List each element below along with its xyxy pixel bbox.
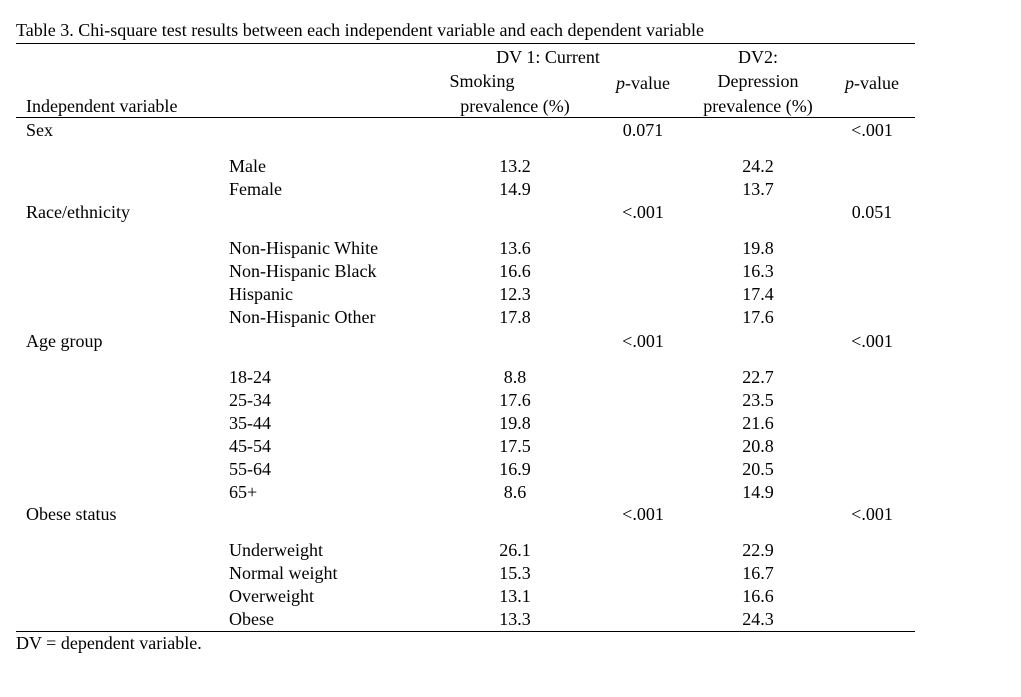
header-dv2-line1: DV2: bbox=[738, 47, 778, 67]
row-category-name: 18-24 bbox=[229, 367, 271, 387]
row-dv1-value: 19.8 bbox=[499, 413, 531, 433]
header-independent-variable: Independent variable bbox=[26, 96, 178, 116]
row-category-name: Non-Hispanic White bbox=[229, 238, 379, 258]
group-label: Obese status bbox=[26, 504, 117, 524]
row-category-name: Underweight bbox=[229, 540, 323, 560]
row-dv1-value: 13.6 bbox=[499, 238, 531, 258]
row-category-name: 35-44 bbox=[229, 413, 271, 433]
row-category-name: 45-54 bbox=[229, 436, 271, 456]
row-category-name: 25-34 bbox=[229, 390, 271, 410]
group-pvalue-dv1: <.001 bbox=[622, 504, 664, 524]
group-pvalue-dv1: <.001 bbox=[622, 331, 664, 351]
group-label: Race/ethnicity bbox=[26, 202, 130, 222]
row-dv2-value: 23.5 bbox=[742, 390, 774, 410]
group-label: Sex bbox=[26, 120, 53, 140]
group-pvalue-dv1: <.001 bbox=[622, 202, 664, 222]
row-dv1-value: 17.8 bbox=[499, 307, 531, 327]
row-dv2-value: 16.3 bbox=[742, 261, 774, 281]
row-dv2-value: 20.5 bbox=[742, 459, 774, 479]
group-label: Age group bbox=[26, 331, 103, 351]
row-category-name: Male bbox=[229, 156, 266, 176]
row-dv1-value: 13.2 bbox=[499, 156, 531, 176]
row-dv2-value: 19.8 bbox=[742, 238, 774, 258]
group-pvalue-dv1: 0.071 bbox=[622, 120, 664, 140]
row-dv2-value: 24.2 bbox=[742, 156, 774, 176]
row-dv2-value: 17.6 bbox=[742, 307, 774, 327]
table-footnote: DV = dependent variable. bbox=[16, 633, 202, 653]
header-dv1-line2: Smoking bbox=[449, 71, 515, 91]
row-dv1-value: 15.3 bbox=[499, 563, 531, 583]
header-pvalue-1: p-value bbox=[616, 73, 670, 93]
row-dv1-value: 8.6 bbox=[503, 482, 527, 502]
row-dv1-value: 17.5 bbox=[499, 436, 531, 456]
group-pvalue-dv2: <.001 bbox=[851, 504, 893, 524]
row-dv2-value: 17.4 bbox=[742, 284, 774, 304]
header-dv2-line2: Depression bbox=[717, 71, 799, 91]
row-category-name: 65+ bbox=[229, 482, 258, 502]
row-dv2-value: 14.9 bbox=[742, 482, 774, 502]
row-dv1-value: 13.3 bbox=[499, 609, 531, 629]
row-category-name: Non-Hispanic Other bbox=[229, 307, 376, 327]
row-dv2-value: 13.7 bbox=[742, 179, 774, 199]
row-category-name: Non-Hispanic Black bbox=[229, 261, 377, 281]
row-dv2-value: 22.7 bbox=[742, 367, 774, 387]
header-dv1-line1: DV 1: Current bbox=[496, 47, 600, 67]
table-caption: Table 3. Chi-square test results between each independent variable and each dependent variable bbox=[16, 20, 704, 40]
row-category-name: 55-64 bbox=[229, 459, 271, 479]
header-dv1-line3: prevalence (%) bbox=[460, 96, 570, 116]
row-dv1-value: 17.6 bbox=[499, 390, 531, 410]
row-dv2-value: 22.9 bbox=[742, 540, 774, 560]
header-rule bbox=[16, 117, 915, 118]
top-rule bbox=[16, 43, 915, 44]
row-dv1-value: 13.1 bbox=[499, 586, 531, 606]
row-dv1-value: 26.1 bbox=[499, 540, 531, 560]
group-pvalue-dv2: <.001 bbox=[851, 120, 893, 140]
row-dv2-value: 16.7 bbox=[742, 563, 774, 583]
row-dv1-value: 16.6 bbox=[499, 261, 531, 281]
row-dv2-value: 24.3 bbox=[742, 609, 774, 629]
row-category-name: Overweight bbox=[229, 586, 314, 606]
header-dv2-line3: prevalence (%) bbox=[703, 96, 813, 116]
row-dv2-value: 16.6 bbox=[742, 586, 774, 606]
row-category-name: Hispanic bbox=[229, 284, 293, 304]
row-dv1-value: 12.3 bbox=[499, 284, 531, 304]
row-category-name: Normal weight bbox=[229, 563, 338, 583]
row-dv1-value: 8.8 bbox=[503, 367, 527, 387]
row-category-name: Female bbox=[229, 179, 282, 199]
row-dv2-value: 21.6 bbox=[742, 413, 774, 433]
row-dv2-value: 20.8 bbox=[742, 436, 774, 456]
row-dv1-value: 14.9 bbox=[499, 179, 531, 199]
group-pvalue-dv2: <.001 bbox=[851, 331, 893, 351]
row-dv1-value: 16.9 bbox=[499, 459, 531, 479]
group-pvalue-dv2: 0.051 bbox=[851, 202, 893, 222]
row-category-name: Obese bbox=[229, 609, 274, 629]
bottom-rule bbox=[16, 631, 915, 632]
header-pvalue-2: p-value bbox=[845, 73, 899, 93]
